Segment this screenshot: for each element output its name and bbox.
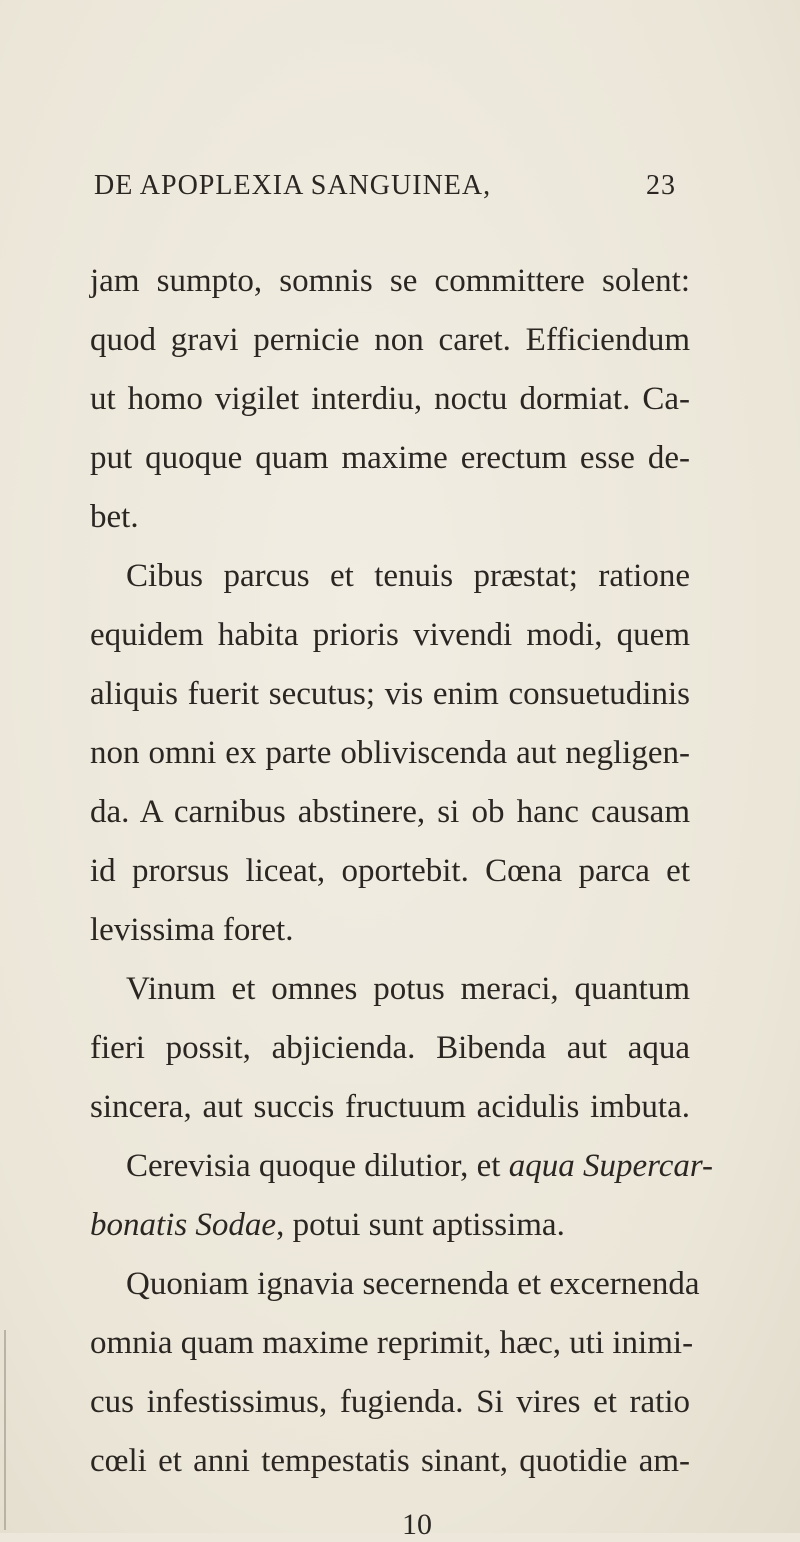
header-title: DE APOPLEXIA SANGUINEA,	[94, 170, 492, 201]
text-line: levissima foret.	[90, 912, 294, 948]
text-line: Vinum et omnes potus meraci, quantum	[126, 971, 690, 1007]
text-line: non omni ex parte obliviscenda aut negligen-	[90, 735, 690, 771]
text-line: jam sumpto, somnis se committere solent:	[90, 263, 690, 299]
text-line: ut homo vigilet interdiu, noctu dormiat. Ca-	[90, 381, 690, 417]
text-line: omnia quam maxime reprimit, hæc, uti inimi-	[90, 1325, 694, 1361]
text-line: bonatis Sodae, potui sunt aptissima.	[90, 1207, 565, 1243]
text-line: da. A carnibus abstinere, si ob hanc causam	[90, 794, 690, 830]
text-line: aliquis fuerit secutus; vis enim consuetudinis	[90, 676, 690, 712]
text-line: equidem habita prioris vivendi modi, quem	[90, 617, 690, 653]
text-line: sincera, aut succis fructuum acidulis imbuta.	[90, 1089, 690, 1125]
page-number: 23	[646, 170, 676, 201]
text-line: Cibus parcus et tenuis præstat; ratione	[126, 558, 690, 594]
running-header	[90, 170, 676, 206]
text-line: Cerevisia quoque dilutior, et aqua Supercar-	[126, 1148, 714, 1184]
text-line: cus infestissimus, fugienda. Si vires et ratio	[90, 1384, 690, 1420]
text-line: cœli et anni tempestatis sinant, quotidie am-	[90, 1443, 690, 1479]
text-line: put quoque quam maxime erectum esse de-	[90, 440, 690, 476]
text-line: id prorsus liceat, oportebit. Cœna parca et	[90, 853, 690, 889]
page-edge-line	[4, 1330, 6, 1530]
text-line: quod gravi pernicie non caret. Efficiendum	[90, 322, 690, 358]
text-line: fieri possit, abjicienda. Bibenda aut aqua	[90, 1030, 690, 1066]
body-text	[90, 252, 714, 1491]
text-line: Quoniam ignavia secernenda et excernenda	[126, 1266, 700, 1302]
signature-mark: 10	[402, 1508, 432, 1541]
text-line: bet.	[90, 499, 139, 535]
